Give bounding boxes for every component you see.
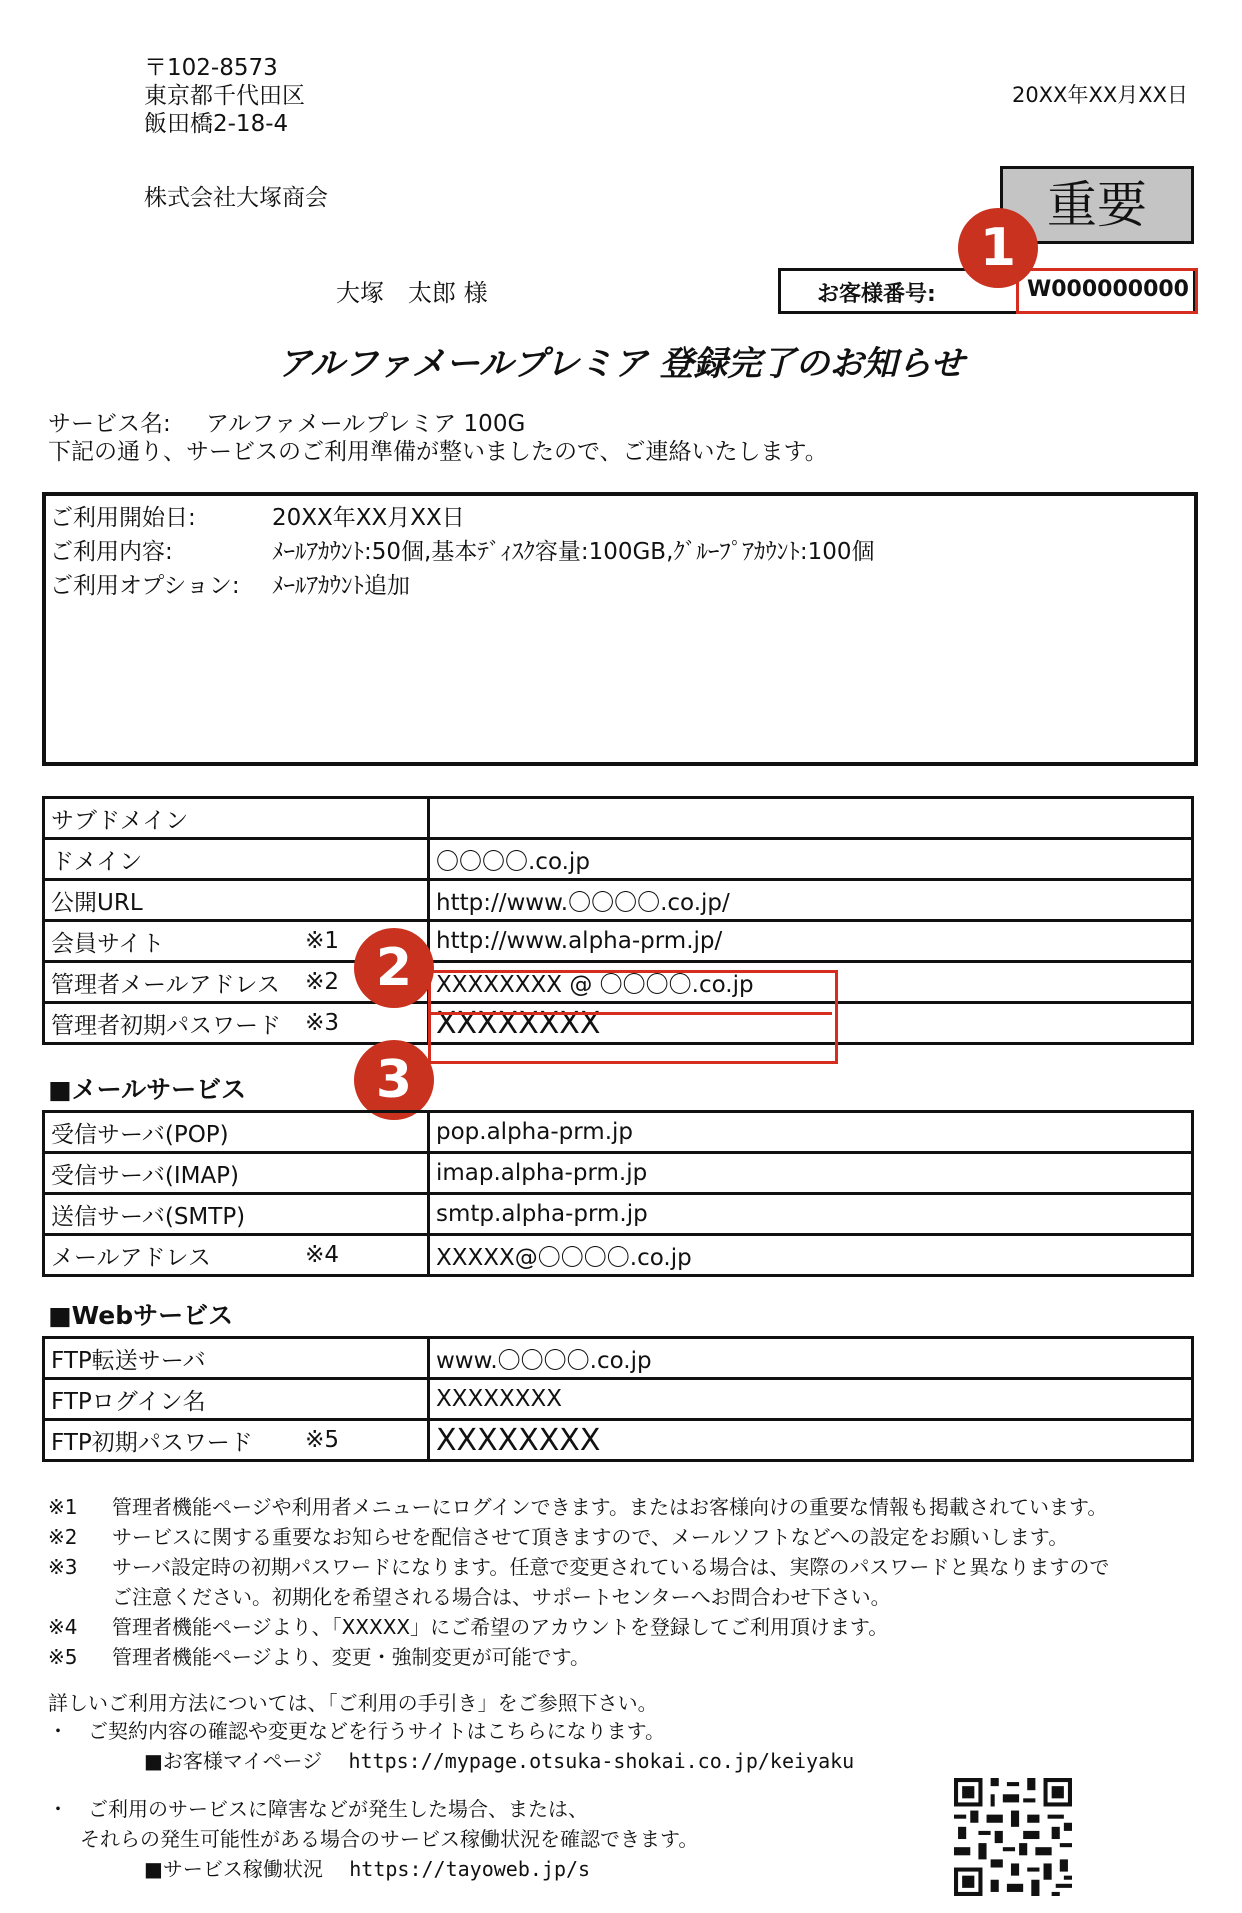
option-value: ﾒｰﾙｱｶｳﾝﾄ追加 (272, 573, 410, 599)
row-key: FTP初期パスワード ※5 (44, 1420, 429, 1461)
row-value (429, 798, 1193, 839)
status-url[interactable]: https://tayoweb.jp/s (349, 1857, 591, 1881)
table-row (44, 798, 1193, 839)
row-key: 管理者初期パスワード ※3 (44, 1003, 429, 1044)
table-row (44, 1379, 1193, 1420)
footnote-2: ※2 サービスに関する重要なお知らせを配信させて頂きますので、メールソフトなどへの設定をお願いします。 (48, 1525, 1069, 1549)
status-link-row (144, 1856, 590, 1882)
row-key: 受信サーバ(POP) (44, 1112, 429, 1153)
row-value: imap.alpha-prm.jp (429, 1153, 1193, 1194)
row-key: 管理者メールアドレス ※2 (44, 962, 429, 1003)
table-row (44, 839, 1193, 880)
row-value: XXXXX@〇〇〇〇.co.jp (429, 1235, 1193, 1276)
badge-3: 3 (354, 1040, 434, 1120)
important-stamp: 重要 (1000, 166, 1194, 244)
service-label: サービス名: (48, 411, 171, 437)
table-row (44, 1338, 1193, 1379)
table-row (44, 880, 1193, 921)
row-key: 送信サーバ(SMTP) (44, 1194, 429, 1235)
table-row (44, 1153, 1193, 1194)
customer-number: W000000000 (1026, 277, 1189, 302)
credentials-highlight (428, 970, 838, 1064)
row-value: http://www.alpha-prm.jp/ (429, 921, 1193, 962)
table-row (44, 1112, 1193, 1153)
mypage-link-row (144, 1748, 854, 1774)
footnote-1: ※1 管理者機能ページや利用者メニューにログインできます。またはお客様向けの重要な情報も掲載されています。 (48, 1495, 1108, 1519)
sender-company: 株式会社大塚商会 (144, 185, 328, 211)
row-value: pop.alpha-prm.jp (429, 1112, 1193, 1153)
row-key: FTP転送サーバ (44, 1338, 429, 1379)
row-key: 受信サーバ(IMAP) (44, 1153, 429, 1194)
sender-address-2: 飯田橋2-18-4 (144, 111, 289, 137)
service-name: アルファメールプレミア 100G (206, 411, 526, 437)
status-label: ■サービス稼働状況 (144, 1857, 323, 1881)
table-row (44, 921, 1193, 962)
guide-bullet-2b: それらの発生可能性がある場合のサービス稼働状況を確認できます。 (80, 1827, 699, 1851)
row-key: ドメイン (44, 839, 429, 880)
row-value: XXXXXXXX @ 〇〇〇〇.co.jp (429, 962, 1193, 1003)
row-value: XXXXXXXX (429, 1003, 1193, 1044)
footnote-4: ※4 管理者機能ページより、「XXXXX」にご希望のアカウントを登録してご利用頂けます。 (48, 1615, 889, 1639)
mail-table (42, 1110, 1194, 1277)
table-row (44, 1420, 1193, 1461)
credentials-highlight-divider (428, 1012, 832, 1015)
customer-number-highlight (1016, 268, 1198, 314)
table-row (44, 1194, 1193, 1235)
sender-address-1: 東京都千代田区 (144, 83, 305, 109)
sender-postal: 〒102-8573 (144, 55, 278, 81)
row-key: サブドメイン (44, 798, 429, 839)
start-date-label: ご利用開始日: (50, 505, 196, 531)
mypage-label: ■お客様マイページ (144, 1749, 323, 1773)
badge-2: 2 (354, 928, 434, 1008)
web-table (42, 1336, 1194, 1462)
start-date-value: 20XX年XX月XX日 (272, 505, 465, 531)
row-value: XXXXXXXX (429, 1420, 1193, 1461)
row-value: smtp.alpha-prm.jp (429, 1194, 1193, 1235)
table-row (44, 1235, 1193, 1276)
row-key: 公開URL (44, 880, 429, 921)
badge-1: 1 (958, 208, 1038, 288)
guide-bullet-1: ・ ご契約内容の確認や変更などを行うサイトはこちらになります。 (48, 1719, 665, 1743)
recipient-name: 大塚 太郎 様 (336, 279, 488, 307)
guide-bullet-2a: ・ ご利用のサービスに障害などが発生した場合、または、 (48, 1797, 588, 1821)
intro-text: 下記の通り、サービスのご利用準備が整いましたので、ご連絡いたします。 (48, 439, 828, 465)
row-value: http://www.〇〇〇〇.co.jp/ (429, 880, 1193, 921)
row-value: www.〇〇〇〇.co.jp (429, 1338, 1193, 1379)
customer-number-label: お客様番号: (817, 282, 936, 307)
row-key: 会員サイト ※1 (44, 921, 429, 962)
mypage-url[interactable]: https://mypage.otsuka-shokai.co.jp/keiyaku (348, 1749, 855, 1773)
row-value: XXXXXXXX (429, 1379, 1193, 1420)
footnote-3-cont: ご注意ください。初期化を希望される場合は、サポートセンターへお問合わせ下さい。 (112, 1585, 891, 1609)
mail-section-heading: ■メールサービス (48, 1075, 247, 1104)
guide-intro: 詳しいご利用方法については、「ご利用の手引き」をご参照下さい。 (48, 1691, 658, 1715)
content-value: ﾒｰﾙｱｶｳﾝﾄ:50個,基本ﾃﾞｨｽｸ容量:100GB,ｸﾞﾙｰﾌﾟｱｶｳﾝﾄ:100個 (272, 539, 875, 565)
issue-date: 20XX年XX月XX日 (1011, 83, 1188, 107)
page-title: アルファメールプレミア 登録完了のお知らせ (277, 344, 965, 384)
row-value: 〇〇〇〇.co.jp (429, 839, 1193, 880)
row-key: メールアドレス ※4 (44, 1235, 429, 1276)
footnote-5: ※5 管理者機能ページより、変更・強制変更が可能です。 (48, 1645, 590, 1669)
summary-box (42, 492, 1198, 766)
row-key: FTPログイン名 (44, 1379, 429, 1420)
option-label: ご利用オプション: (50, 573, 240, 599)
content-label: ご利用内容: (50, 539, 173, 565)
footnote-3: ※3 サーバ設定時の初期パスワードになります。任意で変更されている場合は、実際のパスワードと異なりますので (48, 1555, 1110, 1579)
web-section-heading: ■Webサービス (48, 1301, 234, 1330)
qr-code-icon[interactable] (954, 1778, 1072, 1896)
